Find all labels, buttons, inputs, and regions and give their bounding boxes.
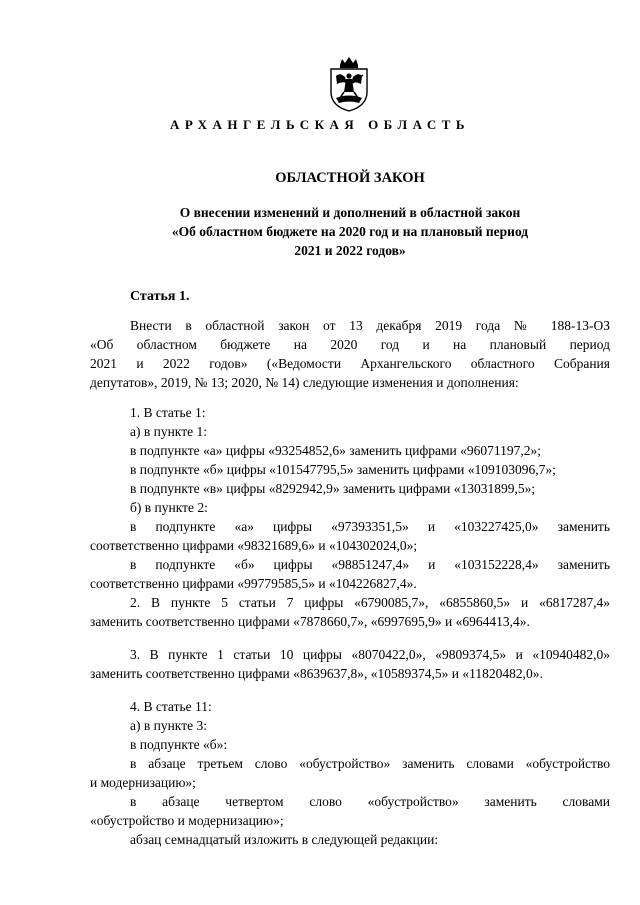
arkhangelsk-coat-of-arms-icon (323, 56, 375, 112)
law-title-line: 2021 и 2022 годов» (294, 243, 406, 258)
text-line: Внести в областной закон от 13 декабря 2019 года № 188-13-ОЗ (130, 318, 610, 333)
text-line: соответственно цифрами «98321689,6» и «104302024,0»; (90, 538, 418, 553)
law-title-line: О внесении изменений и дополнений в областной закон (179, 205, 521, 220)
text-line: и модернизацию»; (90, 775, 196, 790)
section-2 (90, 593, 610, 631)
text-line: в абзаце четвертом слово «обустройство» заменить словами (130, 794, 610, 809)
text-line: 1. В статье 1: (130, 405, 206, 420)
text-line: заменить соответственно цифрами «8639637,8», «10589374,5» и «11820482,0». (90, 666, 543, 681)
text-line: 3. В пункте 1 статьи 10 цифры «8070422,0», «9809374,5» и «10940482,0» (130, 647, 610, 662)
text-line: в подпункте «а» цифры «97393351,5» и «103227425,0» заменить (130, 519, 610, 534)
text-line: 2. В пункте 5 статьи 7 цифры «6790085,7», «6855860,5» и «6817287,4» (130, 595, 610, 610)
text-line: абзац семнадцатый изложить в следующей редакции: (130, 832, 439, 847)
article-intro (90, 316, 610, 392)
law-title-line: «Об областном бюджете на 2020 год и на плановый период (171, 224, 529, 239)
law-title (0, 203, 640, 260)
text-line: а) в пункте 1: (130, 424, 207, 439)
text-line: в подпункте «а» цифры «93254852,6» заменить цифрами «96071197,2»; (130, 443, 542, 458)
law-type: ОБЛАСТНОЙ ЗАКОН (275, 170, 425, 186)
section-1 (90, 403, 610, 593)
text-line: «Об областном бюджете на 2020 год и на плановый период (90, 337, 610, 352)
text-line: 4. В статье 11: (130, 699, 212, 714)
text-line: в подпункте «б» цифры «98851247,4» и «103152228,4» заменить (130, 557, 610, 572)
text-line: а) в пункте 3: (130, 718, 207, 733)
section-4 (90, 697, 610, 849)
text-line: в подпункте «в» цифры «8292942,9» заменить цифрами «13031899,5»; (130, 481, 536, 496)
text-line: в абзаце третьем слово «обустройство» заменить словами «обустройство (130, 756, 610, 771)
text-line: «обустройство и модернизацию»; (90, 813, 284, 828)
text-line: соответственно цифрами «99779585,5» и «104226827,4». (90, 576, 417, 591)
text-line: заменить соответственно цифрами «7878660,7», «6997695,9» и «6964413,4». (90, 614, 530, 629)
article-heading: Статья 1. (130, 289, 190, 304)
text-line: в подпункте «б»: (130, 737, 228, 752)
text-line: депутатов», 2019, № 13; 2020, № 14) следующие изменения и дополнения: (90, 375, 519, 390)
section-3 (90, 645, 610, 683)
text-line: 2021 и 2022 годов» («Ведомости Архангельского областного Собрания (90, 356, 610, 371)
region-name: АРХАНГЕЛЬСКАЯ ОБЛАСТЬ (169, 117, 471, 132)
text-line: б) в пункте 2: (130, 500, 208, 515)
text-line: в подпункте «б» цифры «101547795,5» заменить цифрами «109103096,7»; (130, 462, 556, 477)
